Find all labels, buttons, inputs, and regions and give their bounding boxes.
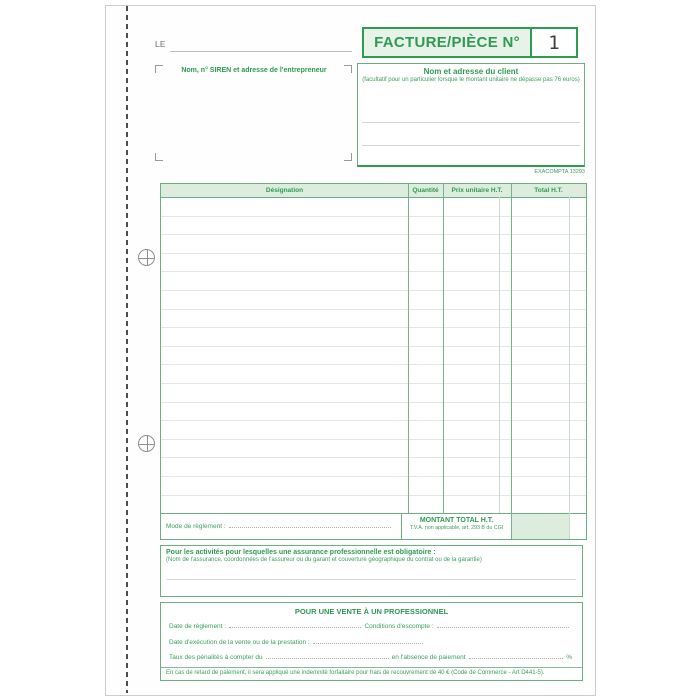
table-row — [161, 217, 586, 236]
client-address-box — [357, 63, 585, 167]
table-summary-band — [161, 513, 586, 539]
table-row — [161, 384, 586, 403]
date-prefix-label: LE — [155, 40, 166, 49]
late-fee-note: En cas de retard de paiement, il sera appliqué une indemnité forfaitaire pour frais de recouvrement de 40 € (Code de Commerce - Art D441-5). — [161, 667, 582, 680]
table-row — [161, 310, 586, 329]
discount-terms-label: Conditions d'escompte : — [364, 623, 434, 630]
cents-divider — [569, 197, 570, 539]
execution-date-label: Date d'exécution de la vente ou de la prestation : — [169, 639, 310, 646]
column-header-quantity: Quantité — [412, 187, 439, 194]
table-row — [161, 328, 586, 347]
table-row — [161, 477, 586, 496]
date-blank-line — [170, 51, 352, 52]
column-header-designation: Désignation — [265, 187, 304, 194]
insurance-title: Pour les activités pour lesquelles une assurance professionnelle est obligatoire : — [166, 549, 436, 556]
table-row — [161, 235, 586, 254]
table-row — [161, 365, 586, 384]
payment-mode-blank-line — [229, 527, 391, 528]
column-header-total: Total H.T. — [534, 187, 563, 194]
table-body — [161, 198, 586, 513]
grand-total-label: MONTANT TOTAL H.T. — [419, 517, 494, 524]
execution-date-row — [169, 639, 572, 646]
corner-mark — [344, 153, 352, 161]
penalty-rate-row — [169, 654, 572, 661]
vat-exemption-note: T.V.A. non applicable, art. 293 B du CGI — [409, 525, 504, 531]
column-divider — [408, 184, 409, 513]
punch-hole-icon — [138, 249, 155, 266]
table-row — [161, 291, 586, 310]
table-row — [161, 458, 586, 477]
grand-total-block — [402, 514, 511, 539]
table-row — [161, 440, 586, 459]
corner-mark — [155, 153, 163, 161]
invoice-title-box — [362, 27, 578, 58]
table-row — [161, 496, 586, 514]
client-box-subtitle: (facultatif pour un particulier lorsque le montant unitaire ne dépasse pas 76 euros) — [362, 77, 580, 83]
table-row — [161, 403, 586, 422]
execution-date-blank-line — [313, 643, 423, 644]
client-box-title: Nom et adresse du client — [423, 67, 519, 76]
discount-terms-blank-line — [437, 627, 569, 628]
insurance-subtitle: (Nom de l'assurance, coordonnées de l'assureur ou du garant et couverture géographique du contrat ou de la garantie) — [166, 557, 482, 563]
professional-sale-title: POUR UNE VENTE À UN PROFESSIONNEL — [294, 607, 449, 616]
column-divider — [443, 184, 444, 513]
insurance-box — [160, 545, 583, 597]
items-table — [160, 183, 587, 540]
perforation-dashed-line — [126, 6, 128, 693]
corner-mark — [344, 65, 352, 73]
cents-divider — [499, 197, 500, 513]
invoice-title: FACTURE/PIÈCE N° — [374, 34, 520, 51]
total-amount-cell — [512, 514, 569, 539]
product-reference: EXACOMPTA 13293 — [534, 169, 585, 175]
payment-date-row — [169, 623, 572, 630]
corner-mark — [155, 65, 163, 73]
payment-mode-label: Mode de règlement : — [166, 523, 226, 530]
table-row — [161, 254, 586, 273]
payment-date-label: Date de règlement : — [169, 623, 227, 630]
table-row — [161, 198, 586, 217]
insurance-write-line — [167, 579, 576, 580]
table-row — [161, 421, 586, 440]
percent-sign: % — [566, 654, 572, 661]
client-write-line — [362, 122, 580, 123]
penalty-rate-label: Taux des pénalités à compter du — [169, 654, 263, 661]
payment-date-blank-line — [229, 627, 361, 628]
punch-hole-icon — [138, 435, 155, 452]
column-divider — [511, 184, 512, 539]
invoice-number: 1 — [530, 29, 576, 56]
payment-mode-row — [166, 523, 394, 530]
penalty-rate-blank-line — [469, 658, 564, 659]
table-row — [161, 272, 586, 291]
seller-address-label: Nom, n° SIREN et adresse de l'entrepreneur — [181, 67, 327, 74]
professional-sale-box — [160, 602, 583, 681]
penalty-date-blank-line — [266, 658, 389, 659]
penalty-rate-middle-label: en l'absence de paiement — [391, 654, 466, 661]
table-row — [161, 347, 586, 366]
column-header-unit-price: Prix unitaire H.T. — [451, 187, 503, 194]
client-write-line — [362, 145, 580, 146]
